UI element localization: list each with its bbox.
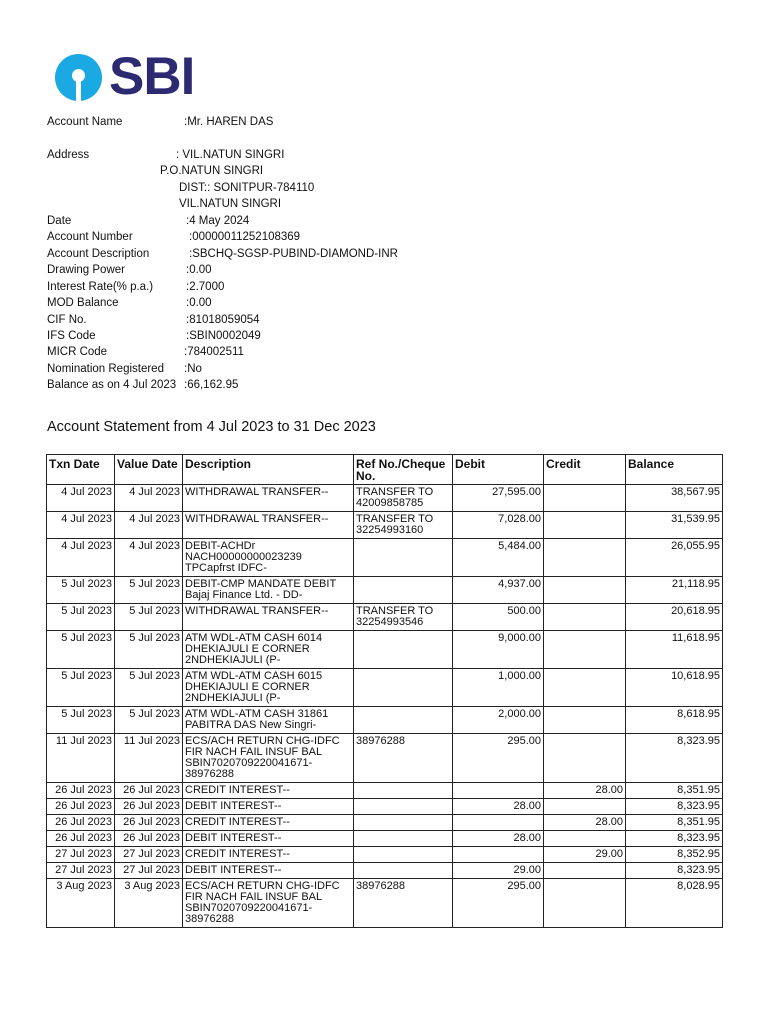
logo-text: SBI xyxy=(109,47,195,106)
field-value: :4 May 2024 xyxy=(186,215,250,227)
cell-txn-date: 5 Jul 2023 xyxy=(47,577,115,604)
cell-debit: 28.00 xyxy=(453,799,544,815)
cell-value-date: 26 Jul 2023 xyxy=(115,831,183,847)
cell-value-date: 4 Jul 2023 xyxy=(115,512,183,539)
table-row xyxy=(47,539,723,577)
address-line: VIL.NATUN SINGRI xyxy=(179,198,282,210)
cell-ref-no xyxy=(354,631,453,669)
cell-description: WITHDRAWAL TRANSFER-- xyxy=(183,485,354,512)
col-header-txn-date: Txn Date xyxy=(47,455,115,485)
table-row xyxy=(47,879,723,928)
field-value: :2.7000 xyxy=(186,281,225,293)
table-row xyxy=(47,783,723,799)
cell-credit xyxy=(544,669,626,707)
cell-ref-no: TRANSFER TO 32254993160 xyxy=(354,512,453,539)
cell-txn-date: 4 Jul 2023 xyxy=(47,512,115,539)
account-name-value: :Mr. HAREN DAS xyxy=(184,116,274,128)
table-row xyxy=(47,485,723,512)
cell-description: DEBIT INTEREST-- xyxy=(183,799,354,815)
field-value: :784002511 xyxy=(184,346,244,358)
cell-description: ATM WDL-ATM CASH 31861 PABITRA DAS New Singri- xyxy=(183,707,354,734)
cell-ref-no xyxy=(354,669,453,707)
col-header-balance: Balance xyxy=(626,455,723,485)
cell-value-date: 4 Jul 2023 xyxy=(115,539,183,577)
table-row xyxy=(47,863,723,879)
cell-txn-date: 27 Jul 2023 xyxy=(47,847,115,863)
field-value: :00000011252108369 xyxy=(189,231,301,243)
cell-value-date: 5 Jul 2023 xyxy=(115,577,183,604)
field-label: Date xyxy=(47,215,72,227)
cell-debit: 1,000.00 xyxy=(453,669,544,707)
table-row xyxy=(47,577,723,604)
cell-credit xyxy=(544,631,626,669)
cell-ref-no xyxy=(354,539,453,577)
cell-txn-date: 4 Jul 2023 xyxy=(47,539,115,577)
cell-credit xyxy=(544,734,626,783)
cell-credit: 29.00 xyxy=(544,847,626,863)
table-row xyxy=(47,669,723,707)
cell-balance: 21,118.95 xyxy=(626,577,723,604)
cell-ref-no xyxy=(354,783,453,799)
cell-debit xyxy=(453,783,544,799)
cell-description: DEBIT INTEREST-- xyxy=(183,863,354,879)
table-row xyxy=(47,847,723,863)
table-header-row xyxy=(47,455,723,485)
cell-ref-no: 38976288 xyxy=(354,879,453,928)
cell-txn-date: 27 Jul 2023 xyxy=(47,863,115,879)
cell-value-date: 26 Jul 2023 xyxy=(115,815,183,831)
cell-balance: 38,567.95 xyxy=(626,485,723,512)
cell-balance: 8,351.95 xyxy=(626,783,723,799)
table-row xyxy=(47,831,723,847)
field-label: Nomination Registered xyxy=(47,363,164,375)
cell-ref-no: 38976288 xyxy=(354,734,453,783)
address-label: Address xyxy=(47,149,90,161)
cell-txn-date: 5 Jul 2023 xyxy=(47,707,115,734)
field-label: Interest Rate(% p.a.) xyxy=(47,281,154,293)
cell-balance: 8,323.95 xyxy=(626,734,723,783)
cell-value-date: 5 Jul 2023 xyxy=(115,604,183,631)
field-label: Account Description xyxy=(47,248,150,260)
field-value: :0.00 xyxy=(186,264,212,276)
cell-balance: 20,618.95 xyxy=(626,604,723,631)
cell-description: DEBIT-ACHDr NACH00000000023239 TPCapfrst IDFC- xyxy=(183,539,354,577)
cell-ref-no xyxy=(354,707,453,734)
col-header-description: Description xyxy=(183,455,354,485)
cell-value-date: 5 Jul 2023 xyxy=(115,707,183,734)
cell-description: WITHDRAWAL TRANSFER-- xyxy=(183,604,354,631)
table-row xyxy=(47,707,723,734)
cell-debit: 2,000.00 xyxy=(453,707,544,734)
field-label: MOD Balance xyxy=(47,297,119,309)
cell-txn-date: 3 Aug 2023 xyxy=(47,879,115,928)
cell-description: DEBIT INTEREST-- xyxy=(183,831,354,847)
cell-ref-no: TRANSFER TO 32254993546 xyxy=(354,604,453,631)
cell-balance: 8,028.95 xyxy=(626,879,723,928)
cell-balance: 8,351.95 xyxy=(626,815,723,831)
cell-ref-no xyxy=(354,831,453,847)
table-row xyxy=(47,815,723,831)
cell-debit xyxy=(453,847,544,863)
col-header-value-date: Value Date xyxy=(115,455,183,485)
cell-description: CREDIT INTEREST-- xyxy=(183,815,354,831)
cell-value-date: 26 Jul 2023 xyxy=(115,783,183,799)
cell-txn-date: 26 Jul 2023 xyxy=(47,799,115,815)
statement-table xyxy=(46,454,723,928)
cell-balance: 10,618.95 xyxy=(626,669,723,707)
cell-credit xyxy=(544,539,626,577)
cell-credit: 28.00 xyxy=(544,783,626,799)
col-header-debit: Debit xyxy=(453,455,544,485)
field-value: :No xyxy=(184,363,202,375)
cell-credit xyxy=(544,707,626,734)
col-header-credit: Credit xyxy=(544,455,626,485)
field-label: Balance as on 4 Jul 2023 xyxy=(47,379,177,391)
cell-value-date: 26 Jul 2023 xyxy=(115,799,183,815)
cell-description: CREDIT INTEREST-- xyxy=(183,783,354,799)
cell-ref-no xyxy=(354,815,453,831)
cell-txn-date: 4 Jul 2023 xyxy=(47,485,115,512)
cell-description: DEBIT-CMP MANDATE DEBIT Bajaj Finance Ltd. - DD- xyxy=(183,577,354,604)
cell-balance: 8,323.95 xyxy=(626,799,723,815)
cell-description: CREDIT INTEREST-- xyxy=(183,847,354,863)
cell-ref-no: TRANSFER TO 42009858785 xyxy=(354,485,453,512)
cell-value-date: 5 Jul 2023 xyxy=(115,669,183,707)
cell-balance: 8,352.95 xyxy=(626,847,723,863)
cell-balance: 8,323.95 xyxy=(626,831,723,847)
field-value: :66,162.95 xyxy=(184,379,239,391)
cell-balance: 26,055.95 xyxy=(626,539,723,577)
field-label: MICR Code xyxy=(47,346,108,358)
table-row xyxy=(47,799,723,815)
cell-txn-date: 5 Jul 2023 xyxy=(47,631,115,669)
cell-credit xyxy=(544,604,626,631)
cell-debit: 295.00 xyxy=(453,734,544,783)
cell-value-date: 27 Jul 2023 xyxy=(115,847,183,863)
cell-credit xyxy=(544,485,626,512)
address-line: P.O.NATUN SINGRI xyxy=(160,165,264,177)
address-line: : VIL.NATUN SINGRI xyxy=(176,149,285,161)
cell-debit: 29.00 xyxy=(453,863,544,879)
cell-ref-no xyxy=(354,577,453,604)
cell-balance: 8,618.95 xyxy=(626,707,723,734)
cell-description: WITHDRAWAL TRANSFER-- xyxy=(183,512,354,539)
cell-value-date: 4 Jul 2023 xyxy=(115,485,183,512)
cell-credit xyxy=(544,577,626,604)
col-header-ref-no: Ref No./Cheque No. xyxy=(354,455,453,485)
cell-txn-date: 5 Jul 2023 xyxy=(47,669,115,707)
cell-txn-date: 26 Jul 2023 xyxy=(47,831,115,847)
table-row xyxy=(47,604,723,631)
cell-value-date: 11 Jul 2023 xyxy=(115,734,183,783)
cell-credit: 28.00 xyxy=(544,815,626,831)
cell-description: ECS/ACH RETURN CHG-IDFC FIR NACH FAIL INSUF BAL SBIN7020709220041671-38976288 xyxy=(183,734,354,783)
cell-value-date: 3 Aug 2023 xyxy=(115,879,183,928)
sbi-logo xyxy=(55,47,205,106)
cell-debit: 9,000.00 xyxy=(453,631,544,669)
address-line: DIST:: SONITPUR-784110 xyxy=(179,182,315,194)
table-row xyxy=(47,734,723,783)
cell-debit: 500.00 xyxy=(453,604,544,631)
field-value: :0.00 xyxy=(186,297,212,309)
cell-balance: 11,618.95 xyxy=(626,631,723,669)
cell-description: ATM WDL-ATM CASH 6015 DHEKIAJULI E CORNER 2NDHEKIAJULI (P- xyxy=(183,669,354,707)
cell-debit: 7,028.00 xyxy=(453,512,544,539)
table-row xyxy=(47,631,723,669)
cell-credit xyxy=(544,879,626,928)
sbi-keyhole-icon xyxy=(55,54,102,101)
field-label: Account Number xyxy=(47,231,133,243)
cell-credit xyxy=(544,799,626,815)
cell-value-date: 5 Jul 2023 xyxy=(115,631,183,669)
cell-debit: 27,595.00 xyxy=(453,485,544,512)
field-label: IFS Code xyxy=(47,330,96,342)
field-label: CIF No. xyxy=(47,314,87,326)
cell-description: ECS/ACH RETURN CHG-IDFC FIR NACH FAIL INSUF BAL SBIN7020709220041671-38976288 xyxy=(183,879,354,928)
field-value: :81018059054 xyxy=(186,314,260,326)
cell-debit: 5,484.00 xyxy=(453,539,544,577)
cell-value-date: 27 Jul 2023 xyxy=(115,863,183,879)
cell-debit xyxy=(453,815,544,831)
field-value: :SBCHQ-SGSP-PUBIND-DIAMOND-INR xyxy=(189,248,398,260)
cell-credit xyxy=(544,512,626,539)
cell-credit xyxy=(544,863,626,879)
cell-balance: 8,323.95 xyxy=(626,863,723,879)
table-row xyxy=(47,512,723,539)
field-label: Drawing Power xyxy=(47,264,125,276)
cell-debit: 4,937.00 xyxy=(453,577,544,604)
cell-credit xyxy=(544,831,626,847)
cell-txn-date: 26 Jul 2023 xyxy=(47,783,115,799)
cell-txn-date: 5 Jul 2023 xyxy=(47,604,115,631)
cell-txn-date: 26 Jul 2023 xyxy=(47,815,115,831)
statement-title: Account Statement from 4 Jul 2023 to 31 Dec 2023 xyxy=(47,419,376,435)
cell-debit: 28.00 xyxy=(453,831,544,847)
cell-ref-no xyxy=(354,863,453,879)
cell-ref-no xyxy=(354,799,453,815)
cell-debit: 295.00 xyxy=(453,879,544,928)
cell-txn-date: 11 Jul 2023 xyxy=(47,734,115,783)
account-name-label: Account Name xyxy=(47,116,123,128)
field-value: :SBIN0002049 xyxy=(186,330,261,342)
cell-balance: 31,539.95 xyxy=(626,512,723,539)
cell-description: ATM WDL-ATM CASH 6014 DHEKIAJULI E CORNER 2NDHEKIAJULI (P- xyxy=(183,631,354,669)
cell-ref-no xyxy=(354,847,453,863)
